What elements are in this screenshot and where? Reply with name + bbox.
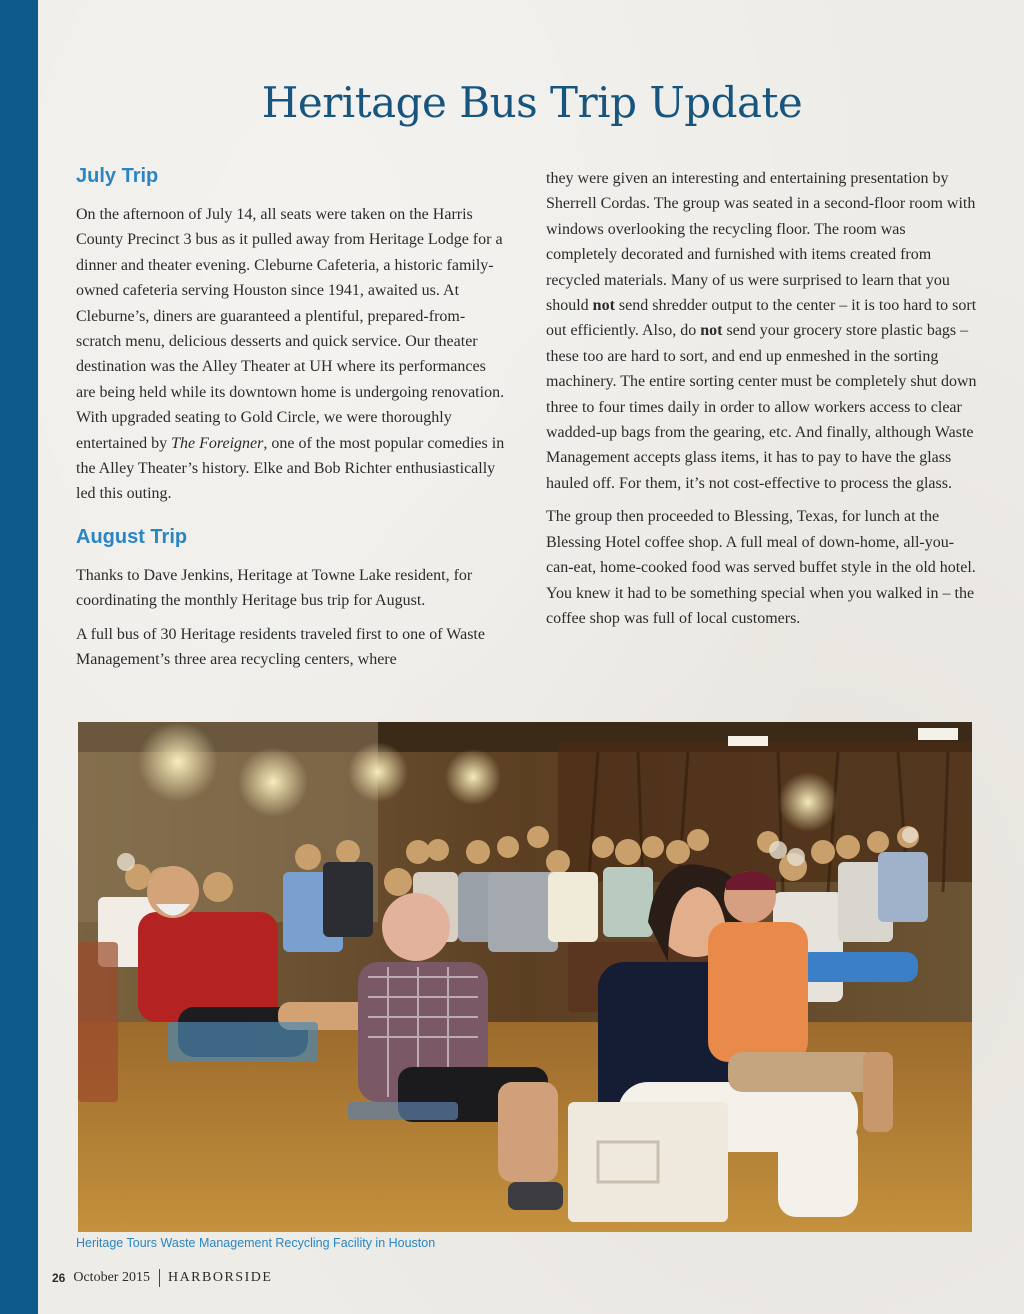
group-photo bbox=[78, 722, 972, 1232]
july-trip-heading: July Trip bbox=[76, 165, 159, 187]
july-text-part-2: , one of the most popular comedies in the Alley Theater’s history. Elke and Bob Richter enthusiastically led this outing. bbox=[76, 434, 505, 503]
footer-divider bbox=[159, 1269, 160, 1287]
page-number: 26 bbox=[52, 1271, 66, 1285]
emphasis-not-1: not bbox=[592, 297, 615, 315]
publication-name: HARBORSIDE bbox=[167, 1270, 273, 1285]
left-color-bar bbox=[0, 0, 38, 1314]
august-trip-heading: August Trip bbox=[76, 525, 188, 548]
july-text-part-1: On the afternoon of July 14, all seats were taken on the Harris County Precinct 3 bus as it pulled away from Heritage Lodge for a dinner and theater evening. Cleburne Cafeteria, a historic family-owned cafeteria serving Houston since 1941, awaited us. At Cleburne’s, diners are guaranteed a plentiful, prepared-from-scratch menu, delicious desserts and quick service. Our theater destination was the Alley Theater at UH where its performances are being held while its downtown home is undergoing renovation. With upgraded seating to Gold Circle, we were thoroughly entertained by bbox=[76, 206, 505, 452]
page-footer bbox=[52, 1269, 272, 1287]
aug-text-part-a: they were given an interesting and entertaining presentation by Sherrell Cordas. The group was seated in a second-floor room with windows overlooking the recycling floor. The room was completely decorated and furnished with items created from recycled materials. Many of us were surprised to learn that you should bbox=[546, 170, 976, 315]
article-column-left bbox=[76, 164, 506, 681]
page-title: Heritage Bus Trip Update bbox=[261, 78, 803, 127]
aug-text-part-c: send your grocery store plastic bags – these too are hard to sort, and end up enmeshed in the sorting machinery. The entire sorting center must be completely shut down three to four times daily in order to allow workers access to clear wadded-up bags from the gearing, etc. And finally, although Waste Management accepts glass items, it has to pay to have the glass hauled off. For them, it’s not cost-effective to process the glass. bbox=[546, 322, 977, 492]
aug-text-part-b: send shredder output to the center – it is too hard to sort out efficiently. Also, do bbox=[546, 297, 977, 340]
emphasis-not-2: not bbox=[700, 322, 723, 340]
photo-caption: Heritage Tours Waste Management Recycling Facility in Houston bbox=[76, 1236, 436, 1250]
august-paragraph-3 bbox=[546, 166, 978, 496]
july-trip-paragraph bbox=[76, 202, 506, 507]
issue-date: October 2015 bbox=[73, 1270, 150, 1285]
play-title: The Foreigner bbox=[171, 434, 264, 452]
august-paragraph-1: Thanks to Dave Jenkins, Heritage at Towne Lake resident, for coordinating the monthly Heritage bus trip for August. bbox=[76, 566, 473, 610]
august-paragraph-4: The group then proceeded to Blessing, Texas, for lunch at the Blessing Hotel coffee shop. A full meal of down-home, all-you-can-eat, home-cooked food was served buffet style in the old hotel. You knew it had to be something special when you walked in – the coffee shop was full of local customers. bbox=[546, 508, 976, 627]
article-column-right bbox=[546, 166, 978, 639]
august-paragraph-2: A full bus of 30 Heritage residents traveled first to one of Waste Management’s three area recycling centers, where bbox=[76, 625, 485, 669]
